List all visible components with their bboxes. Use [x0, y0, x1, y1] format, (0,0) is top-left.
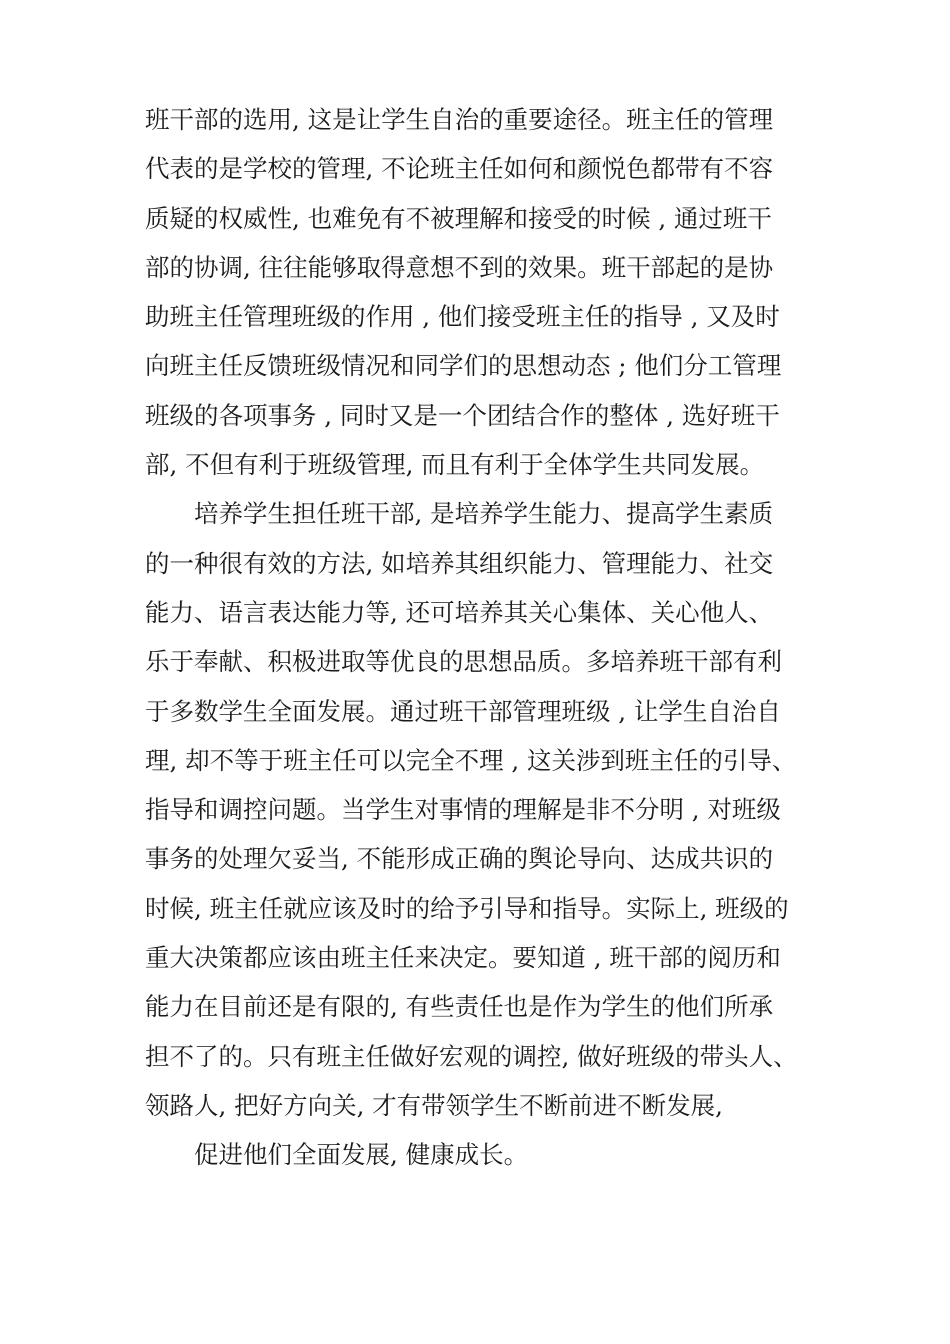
text-line: 时候, 班主任就应该及时的给予引导和指导。实际上, 班级的: [145, 893, 789, 923]
text-line: 班级的各项事务 , 同时又是一个团结合作的整体 , 选好班干: [145, 400, 780, 430]
body-text: [145, 95, 810, 1180]
text-line: 部, 不但有利于班级管理, 而且有利于全体学生共同发展。: [145, 450, 765, 480]
text-line: 部的协调, 往往能够取得意想不到的效果。班干部起的是协: [145, 252, 774, 282]
text-line: 班干部的选用, 这是让学生自治的重要途径。班主任的管理: [145, 105, 774, 134]
text-line: 能力、语言表达能力等, 还可培养其关心集体、关心他人、: [145, 597, 774, 627]
text-line: 质疑的权威性, 也难免有不被理解和接受的时候 , 通过班干: [145, 203, 772, 233]
text-line: 担不了的。只有班主任做好宏观的调控, 做好班级的带头人、: [145, 1041, 798, 1071]
text-line: 理, 却不等于班主任可以完全不理 , 这关涉到班主任的引导、: [145, 745, 797, 775]
text-line: 代表的是学校的管理, 不论班主任如何和颜悦色都带有不容: [145, 154, 774, 184]
text-line: 能力在目前还是有限的, 有些责任也是作为学生的他们所承: [145, 992, 774, 1022]
text-line: 助班主任管理班级的作用 , 他们接受班主任的指导 , 又及时: [145, 302, 780, 332]
text-line: 领路人, 把好方向关, 才有带领学生不断前进不断发展,: [145, 1090, 723, 1120]
text-line: 向班主任反馈班级情况和同学们的思想动态 ; 他们分工管理: [145, 351, 782, 381]
text-line: 培养学生担任班干部, 是培养学生能力、提高学生素质: [194, 499, 774, 529]
text-line: 的一种很有效的方法, 如培养其组织能力、管理能力、社交: [145, 548, 774, 578]
text-line: 重大决策都应该由班主任来决定。要知道 , 班干部的阅历和: [145, 943, 781, 973]
text-line: 促进他们全面发展, 健康成长。: [194, 1140, 529, 1170]
text-line: 乐于奉献、积极进取等优良的思想品质。多培养班干部有利: [145, 647, 782, 677]
text-line: 事务的处理欠妥当, 不能形成正确的舆论导向、达成共识的: [145, 844, 774, 874]
text-line: 于多数学生全面发展。通过班干部管理班级 , 让学生自治自: [145, 696, 781, 726]
text-line: 指导和调控问题。当学生对事情的理解是非不分明 , 对班级: [145, 795, 781, 825]
